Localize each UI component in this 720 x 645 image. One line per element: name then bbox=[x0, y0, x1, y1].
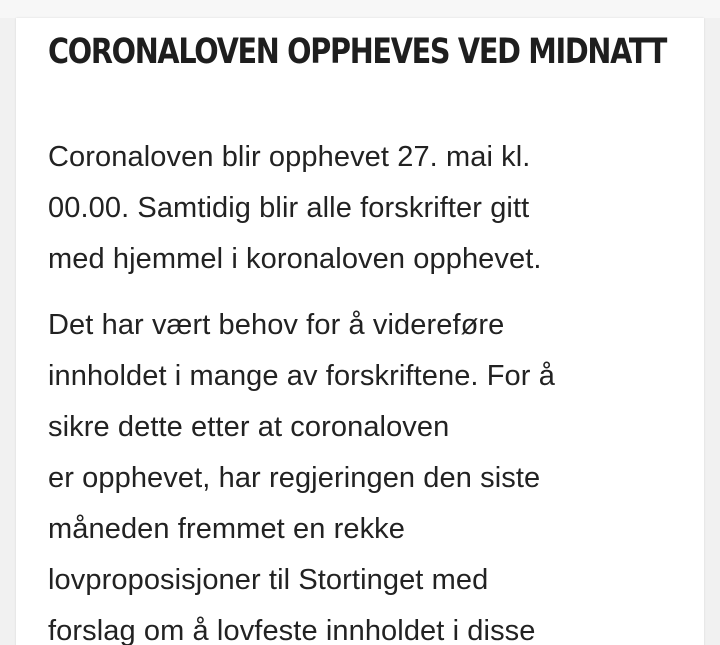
paragraph-line: lovproposisjoner til Stortinget med bbox=[48, 564, 489, 596]
paragraph-line: Coronaloven blir opphevet 27. mai kl. bbox=[48, 141, 531, 173]
paragraph-line: 00.00. Samtidig blir alle forskrifter gitt bbox=[48, 192, 530, 224]
article-headline: CORONALOVEN OPPHEVES VED MIDNATT bbox=[48, 32, 667, 72]
paragraph-line: er opphevet, har regjeringen den siste bbox=[48, 462, 541, 494]
paragraph-line: Det har vært behov for å videreføre bbox=[48, 309, 505, 341]
paragraph-line: sikre dette etter at coronaloven bbox=[48, 411, 450, 443]
article-paragraph-1 bbox=[48, 132, 542, 285]
article-paragraph-2 bbox=[48, 300, 555, 645]
paragraph-line: med hjemmel i koronaloven opphevet. bbox=[48, 243, 542, 275]
paragraph-line: måneden fremmet en rekke bbox=[48, 513, 406, 545]
paragraph-line: innholdet i mange av forskriftene. For å bbox=[48, 360, 555, 392]
article-card bbox=[16, 18, 704, 645]
top-band bbox=[0, 0, 720, 18]
paragraph-line: forslag om å lovfeste innholdet i disse bbox=[48, 615, 536, 645]
